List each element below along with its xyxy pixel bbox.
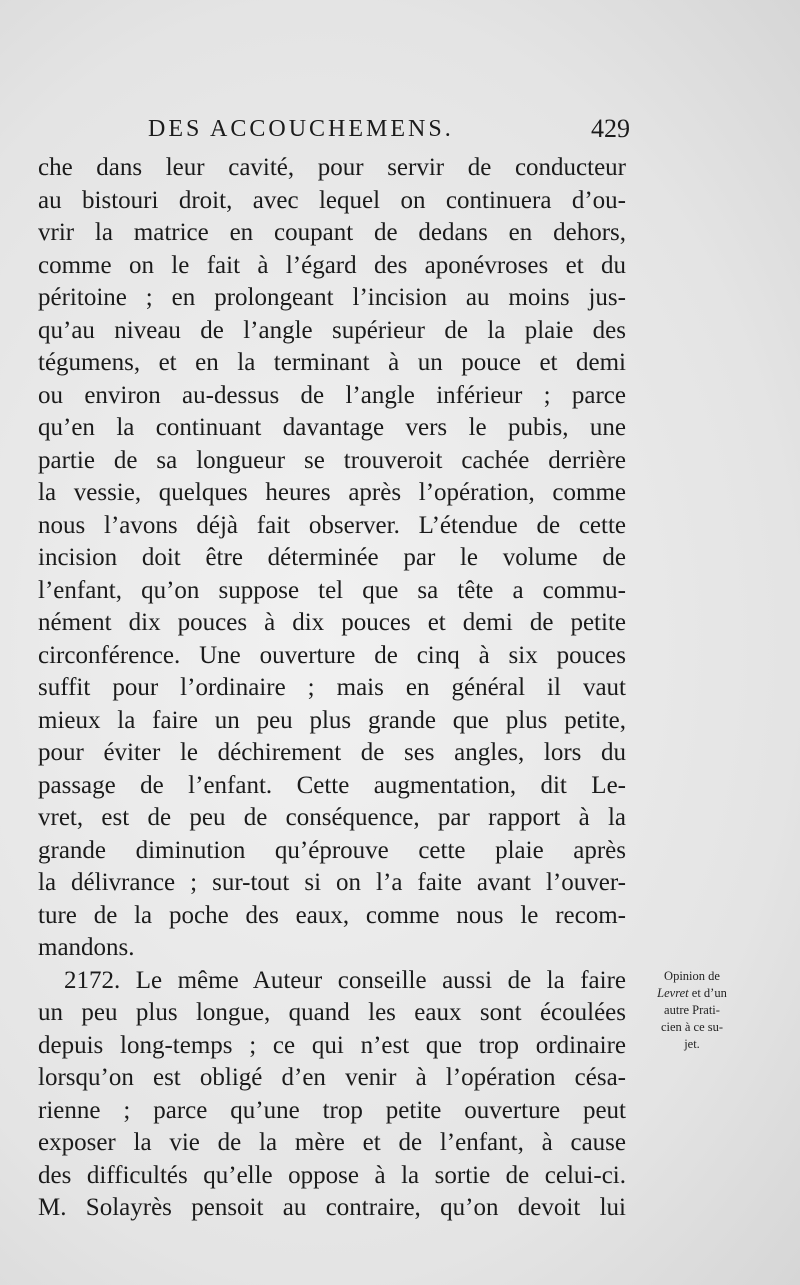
text-line: comme on le fait à l’égard des aponévroses et du [38, 251, 626, 279]
text-line: ture de la poche des eaux, comme nous le recom- [38, 901, 626, 929]
paragraph-start-line: 2172. Le même Auteur conseille aussi de la faire [64, 966, 626, 994]
text-line: péritoine ; en prolongeant l’incision au moins jus- [38, 284, 626, 311]
text-line: la délivrance ; sur-tout si on l’a faite avant l’ouver- [38, 869, 626, 896]
margin-note-line: Opinion de [664, 969, 720, 983]
text-line: au bistouri droit, avec lequel on continuera d’ou- [38, 186, 626, 214]
page-number: 429 [591, 114, 630, 143]
running-head [40, 112, 630, 152]
text-line: incision doit être déterminée par le volume de [38, 544, 626, 571]
text-line: exposer la vie de la mère et de l’enfant, à cause [38, 1129, 626, 1156]
margin-note-line: jet. [684, 1037, 700, 1051]
text-line: nous l’avons déjà fait observer. L’étendue de cette [38, 511, 626, 539]
text-line: la vessie, quelques heures après l’opération, comme [38, 479, 626, 506]
margin-note-line: cien à ce su- [660, 1020, 724, 1034]
margin-note-name: Levret [657, 986, 689, 1000]
text-line: suffit pour l’ordinaire ; mais en général il vaut [38, 674, 626, 701]
text-line: un peu plus longue, quand les eaux sont écoulées [38, 999, 626, 1026]
running-head-title: DES ACCOUCHEMENS. [148, 116, 454, 142]
text-line: partie de sa longueur se trouveroit cachée derrière [38, 446, 626, 474]
margin-note-text: et d’un [688, 986, 727, 1000]
body-text [38, 152, 626, 1225]
margin-note-line [632, 985, 752, 1002]
text-line: vrir la matrice en coupant de dedans en dehors, [38, 219, 626, 246]
text-line: circonférence. Une ouverture de cinq à six pouces [38, 641, 626, 669]
text-line: des difficultés qu’elle oppose à la sortie de celui-ci. [38, 1161, 626, 1189]
text-line: nément dix pouces à dix pouces et demi de petite [38, 609, 626, 636]
text-line: che dans leur cavité, pour servir de conducteur [38, 154, 626, 181]
text-line: passage de l’enfant. Cette augmentation, dit Le- [38, 771, 626, 799]
text-line: vret, est de peu de conséquence, par rapport à la [38, 804, 626, 831]
text-line: mieux la faire un peu plus grande que plus petite, [38, 706, 626, 734]
text-line: M. Solayrès pensoit au contraire, qu’on devoit lui [38, 1194, 626, 1221]
text-line: rienne ; parce qu’une trop petite ouverture peut [38, 1096, 626, 1124]
text-line: grande diminution qu’éprouve cette plaie après [38, 836, 626, 864]
text-line: lorsqu’on est obligé d’en venir à l’opération césa- [38, 1064, 626, 1091]
text-line: ou environ au-dessus de l’angle inférieur ; parce [38, 381, 626, 409]
text-line: qu’en la continuant davantage vers le pubis, une [38, 414, 626, 441]
text-line: l’enfant, qu’on suppose tel que sa tête a commu- [38, 576, 626, 604]
margin-note-line: autre Prati- [664, 1003, 720, 1017]
text-line: qu’au niveau de l’angle supérieur de la plaie des [38, 316, 626, 344]
text-line: mandons. [38, 934, 135, 961]
text-line: pour éviter le déchirement de ses angles, lors du [38, 739, 626, 766]
text-line: tégumens, et en la terminant à un pouce et demi [38, 349, 626, 376]
text-line: depuis long-temps ; ce qui n’est que trop ordinaire [38, 1031, 626, 1059]
margin-note [632, 968, 752, 1053]
